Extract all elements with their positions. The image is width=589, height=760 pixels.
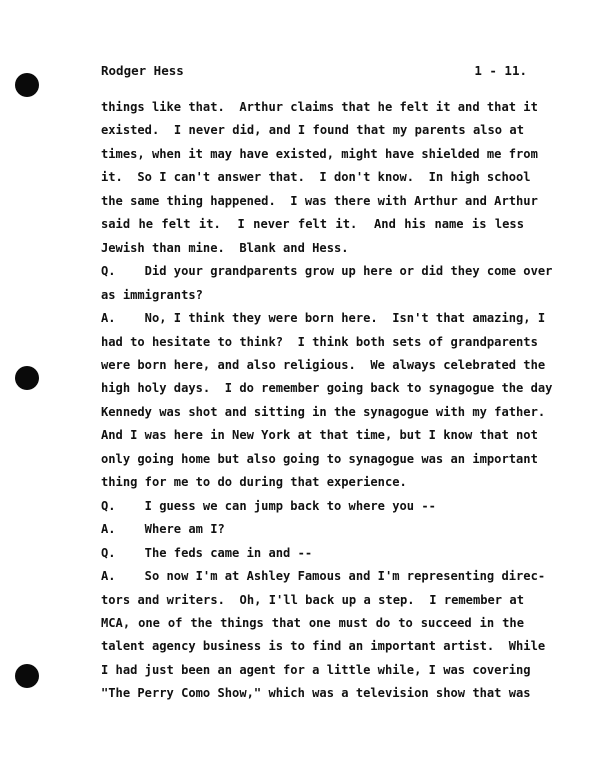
transcript-body — [101, 96, 553, 706]
transcript-line: "The Perry Como Show," which was a television show that was — [101, 686, 531, 701]
transcript-line: MCA, one of the things that one must do to succeed in the — [101, 615, 524, 630]
transcript-line: said he felt it. I never felt it. And his name is less — [101, 217, 524, 232]
transcript-line: A. No, I think they were born here. Isn't that amazing, I — [101, 311, 546, 326]
transcript-line: I had just been an agent for a little while, I was covering — [101, 662, 531, 677]
transcript-line: Q. Did your grandparents grow up here or did they come over — [101, 264, 553, 279]
page-header — [101, 63, 527, 83]
transcript-line: as immigrants? — [101, 287, 203, 302]
transcript-line: tors and writers. Oh, I'll back up a step. I remember at — [101, 592, 524, 607]
transcript-line: Q. I guess we can jump back to where you -- — [101, 498, 436, 513]
transcript-line: talent agency business is to find an important artist. While — [101, 639, 546, 654]
binder-hole-middle — [15, 366, 39, 390]
transcript-line: And I was here in New York at that time, but I know that not — [101, 428, 538, 443]
transcript-line: only going home but also going to synagogue was an important — [101, 451, 538, 466]
transcript-line: A. Where am I? — [101, 522, 225, 537]
transcript-line: it. So I can't answer that. I don't know. In high school — [101, 170, 531, 185]
transcript-line: Q. The feds came in and -- — [101, 545, 313, 560]
transcript-line: times, when it may have existed, might have shielded me from — [101, 146, 538, 161]
transcript-line: were born here, and also religious. We always celebrated the — [101, 357, 546, 372]
interviewee-name: Rodger Hess — [101, 63, 184, 78]
transcript-line: things like that. Arthur claims that he felt it and that it — [101, 100, 538, 114]
transcript-line: had to hesitate to think? I think both sets of grandparents — [101, 334, 538, 349]
binder-hole-bottom — [15, 664, 39, 688]
transcript-line: thing for me to do during that experience. — [101, 475, 407, 490]
transcript-line: Kennedy was shot and sitting in the synagogue with my father. — [101, 404, 546, 419]
transcript-line: existed. I never did, and I found that my parents also at — [101, 123, 524, 138]
page-number: 1 - 11. — [474, 63, 527, 78]
transcript-line: high holy days. I do remember going back to synagogue the day — [101, 381, 553, 396]
transcript-line: A. So now I'm at Ashley Famous and I'm representing direc- — [101, 569, 546, 584]
transcript-line: Jewish than mine. Blank and Hess. — [101, 240, 349, 255]
binder-hole-top — [15, 73, 39, 97]
transcript-line: the same thing happened. I was there with Arthur and Arthur — [101, 193, 538, 208]
